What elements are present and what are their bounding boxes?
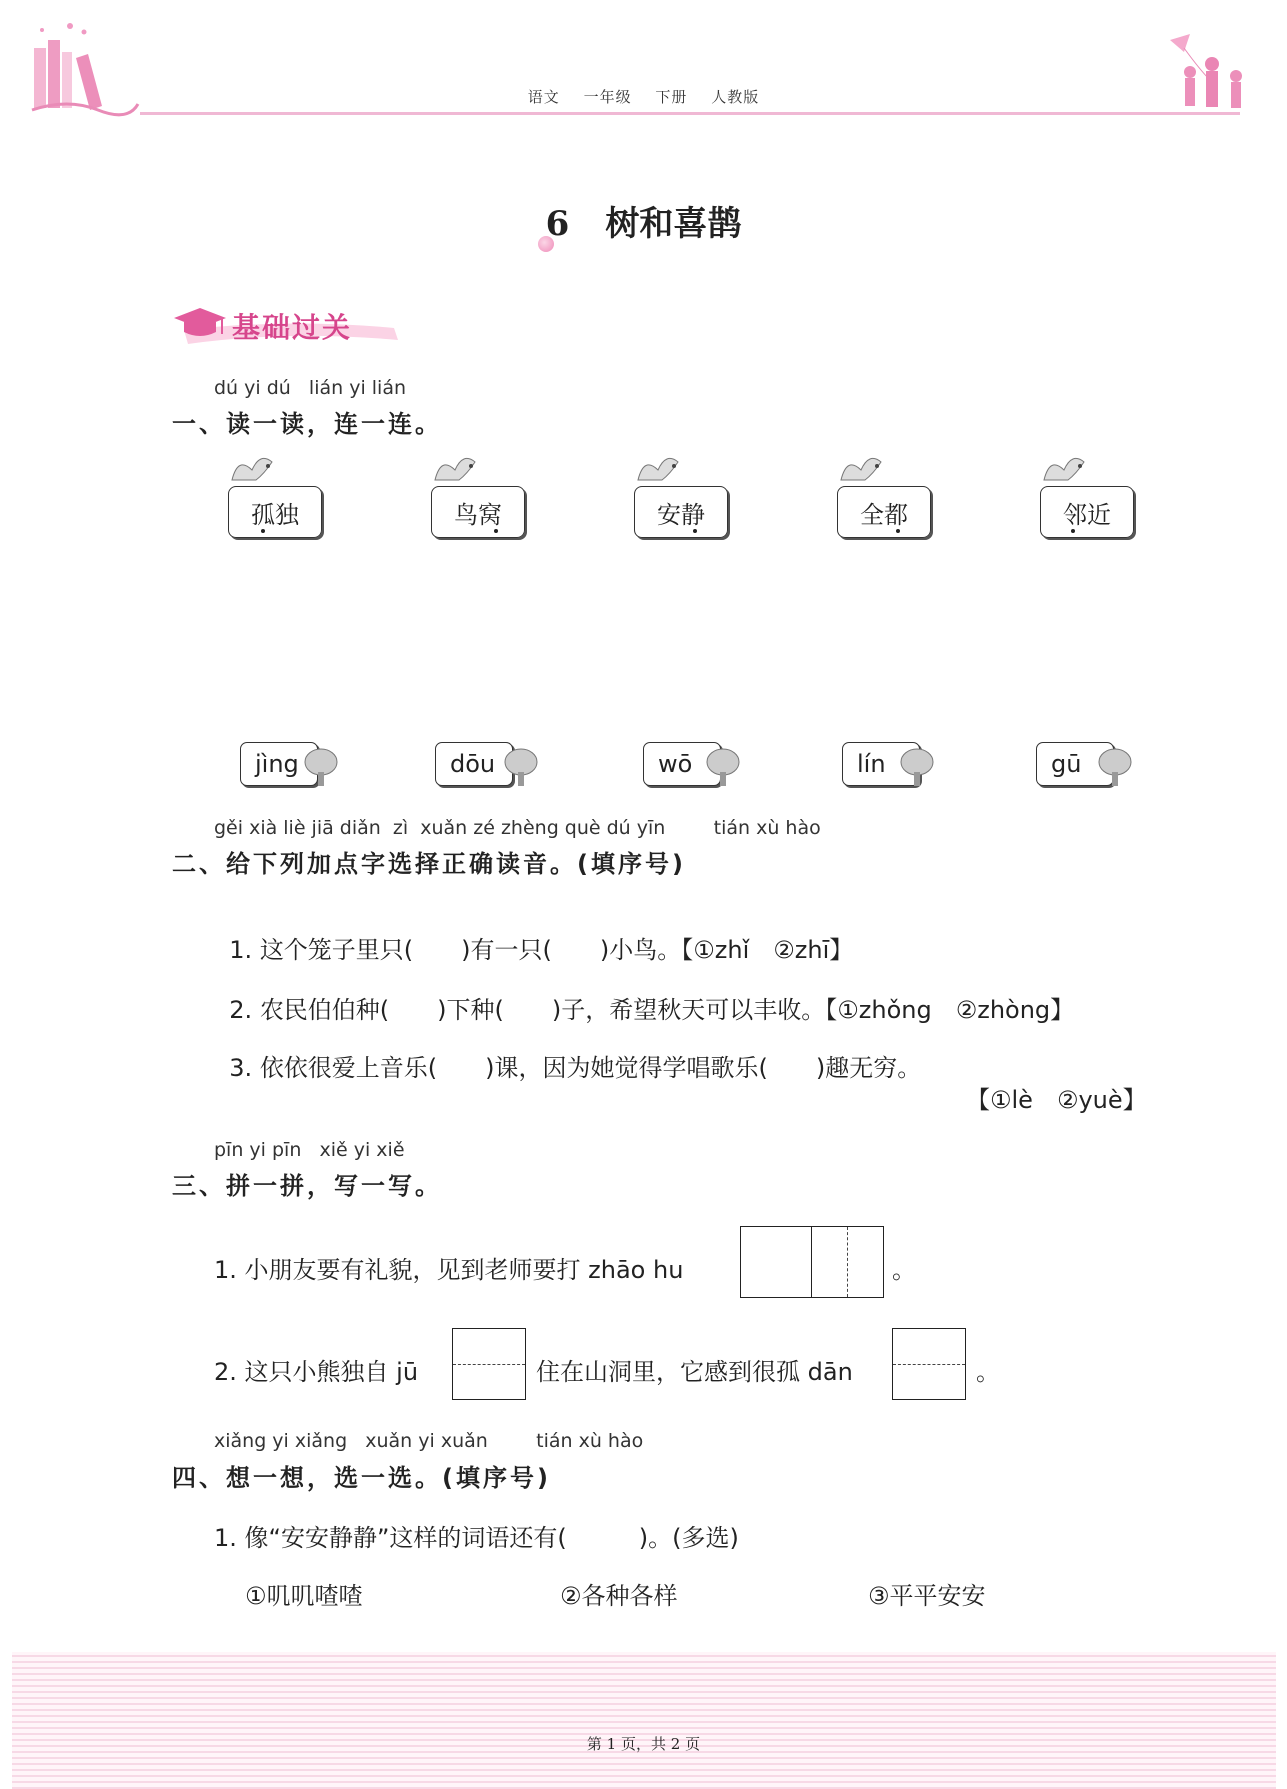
q3-pinyin: pīn yi pīn xiě yi xiě — [214, 1139, 405, 1161]
bird-icon — [228, 452, 278, 488]
pinyin-card[interactable]: lín — [842, 742, 920, 786]
tree-icon — [1096, 746, 1134, 788]
header-volume: 下册 — [655, 88, 688, 106]
page-title — [0, 196, 1287, 245]
q4-pinyin: xiǎng yi xiǎng xuǎn yi xuǎn tián xù hào — [214, 1430, 644, 1452]
bird-icon — [1040, 452, 1090, 488]
header-rule — [140, 112, 1240, 115]
pinyin-card[interactable]: wō — [643, 742, 721, 786]
q3-heading: 三、拼一拼，写一写。 — [172, 1172, 442, 1200]
tree-icon — [502, 746, 540, 788]
pinyin-card[interactable]: gū — [1036, 742, 1114, 786]
header-grade: 一年级 — [583, 88, 632, 106]
q3-item-2-b: 住在山洞里，它感到很孤 dān — [536, 1358, 853, 1386]
bird-icon — [837, 452, 887, 488]
lesson-title: 树和喜鹊 — [605, 204, 742, 244]
word-card[interactable]: 邻近 — [1040, 486, 1134, 538]
q3-item-1-end: 。 — [892, 1256, 916, 1284]
q4-option-1[interactable]: ①叽叽喳喳 — [245, 1582, 363, 1610]
q2-heading: 二、给下列加点字选择正确读音。(填序号) — [172, 850, 686, 878]
q2-pinyin: gěi xià liè jiā diǎn zì xuǎn zé zhèng què dú yīn tián xù hào — [214, 817, 821, 839]
q4-heading: 四、想一想，选一选。(填序号) — [172, 1464, 551, 1492]
q1-pinyin: dú yi dú lián yi lián — [214, 377, 407, 399]
pinyin-card[interactable]: dōu — [435, 742, 513, 786]
header-info — [0, 86, 1287, 107]
tree-icon — [704, 746, 742, 788]
header-subject: 语文 — [527, 88, 560, 106]
header-children-kite-decoration — [1160, 30, 1260, 120]
q2-item-1: 1. 这个笼子里只( )有一只( )小鸟。【①zhǐ ②zhī】 — [229, 936, 854, 964]
q4-option-2[interactable]: ②各种各样 — [560, 1582, 678, 1610]
q2-item-3-options: 【①lè ②yuè】 — [966, 1086, 1147, 1114]
write-box-ju[interactable] — [452, 1328, 526, 1400]
word-card[interactable]: 全都 — [837, 486, 931, 538]
q3-item-2-a: 2. 这只小熊独自 jū — [214, 1358, 419, 1386]
q3-item-2-end: 。 — [976, 1358, 1000, 1386]
tree-icon — [302, 746, 340, 788]
word-card[interactable]: 孤独 — [228, 486, 322, 538]
bird-icon — [634, 452, 684, 488]
section-badge-label: 基础过关 — [232, 311, 353, 344]
q2-item-2: 2. 农民伯伯种( )下种( )子，希望秋天可以丰收。【①zhǒng ②zhòng】 — [229, 996, 1075, 1024]
footer-band — [12, 1652, 1276, 1789]
q1-heading: 一、读一读，连一连。 — [172, 410, 442, 438]
write-box-zhaohu[interactable] — [740, 1226, 884, 1298]
q4-item-1: 1. 像“安安静静”这样的词语还有( )。(多选) — [214, 1524, 739, 1552]
bird-icon — [431, 452, 481, 488]
page-number: 第 1 页，共 2 页 — [586, 1735, 701, 1753]
header-edition: 人教版 — [711, 88, 760, 106]
q4-option-3[interactable]: ③平平安安 — [868, 1582, 986, 1610]
write-box-dan[interactable] — [892, 1328, 966, 1400]
word-card[interactable]: 鸟窝 — [431, 486, 525, 538]
pinyin-card[interactable]: jìng — [240, 742, 318, 786]
lesson-number: 6 — [545, 204, 570, 244]
word-card[interactable]: 安静 — [634, 486, 728, 538]
q2-item-3: 3. 依依很爱上音乐( )课，因为她觉得学唱歌乐( )趣无穷。 — [229, 1054, 922, 1082]
q3-item-1-text: 1. 小朋友要有礼貌，见到老师要打 zhāo hu — [214, 1256, 684, 1284]
section-badge — [170, 300, 400, 346]
tree-icon — [898, 746, 936, 788]
